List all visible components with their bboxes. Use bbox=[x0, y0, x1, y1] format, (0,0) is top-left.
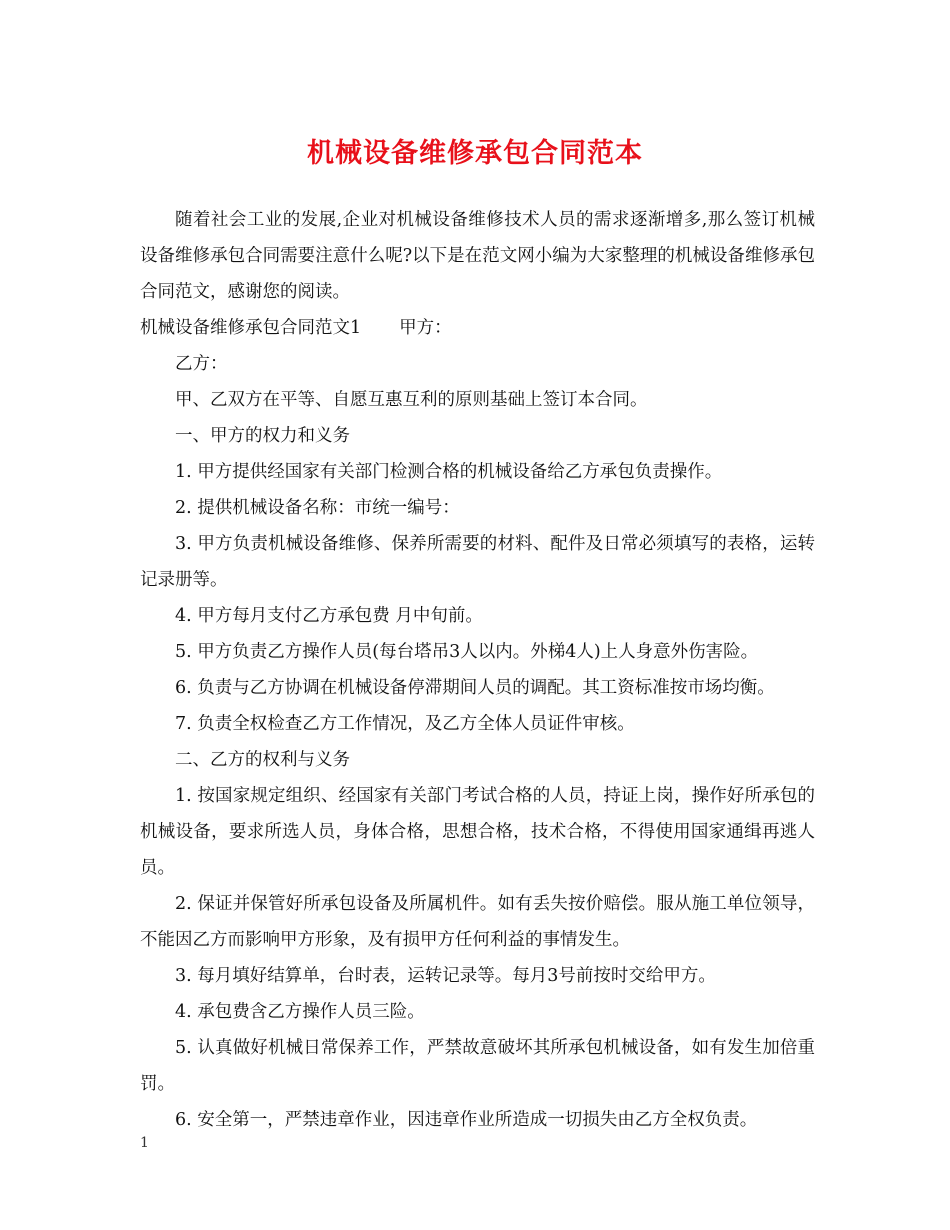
section-1-item: 1. 甲方提供经国家有关部门检测合格的机械设备给乙方承包负责操作。 bbox=[175, 462, 723, 482]
page-number: 1 bbox=[140, 1135, 149, 1151]
sample-heading: 机械设备维修承包合同范文1 bbox=[140, 318, 362, 338]
section-2-item: 6. 安全第一，严禁违章作业，因违章作业所造成一切损失由乙方全权负责。 bbox=[175, 1110, 758, 1130]
document-body bbox=[140, 202, 815, 1138]
section-1-item: 6. 负责与乙方协调在机械设备停滞期间人员的调配。其工资标准按市场均衡。 bbox=[175, 678, 775, 698]
party-a-label: 甲方： bbox=[399, 318, 452, 338]
document-title: 机械设备维修承包合同范本 bbox=[307, 138, 643, 169]
section-1-item: 4. 甲方每月支付乙方承包费 月中旬前。 bbox=[175, 606, 483, 626]
sample-heading-line bbox=[140, 310, 815, 346]
section-1-title: 一、甲方的权力和义务 bbox=[175, 426, 350, 446]
preamble: 甲、乙双方在平等、自愿互惠互利的原则基础上签订本合同。 bbox=[175, 390, 648, 410]
intro-paragraph: 随着社会工业的发展,企业对机械设备维修技术人员的需求逐渐增多,那么签订机械设备维修承包合同需要注意什么呢?以下是在范文网小编为大家整理的机械设备维修承包合同范文，感谢您的阅读。 bbox=[140, 210, 815, 302]
section-2-title: 二、乙方的权利与义务 bbox=[175, 750, 350, 770]
section-1-item: 3. 甲方负责机械设备维修、保养所需要的材料、配件及日常必须填写的表格，运转记录册等。 bbox=[140, 534, 815, 590]
section-1-item: 2. 提供机械设备名称：市统一编号： bbox=[175, 498, 460, 518]
section-1-item: 5. 甲方负责乙方操作人员(每台塔吊3人以内。外梯4人)上人身意外伤害险。 bbox=[175, 642, 759, 662]
section-2-item: 3. 每月填好结算单，台时表，运转记录等。每月3号前按时交给甲方。 bbox=[175, 966, 716, 986]
party-b-label: 乙方： bbox=[175, 354, 228, 374]
section-1-item: 7. 负责全权检查乙方工作情况，及乙方全体人员证件审核。 bbox=[175, 714, 635, 734]
section-2-item: 4. 承包费含乙方操作人员三险。 bbox=[175, 1002, 425, 1022]
section-2-item: 2. 保证并保管好所承包设备及所属机件。如有丢失按价赔偿。服从施工单位领导，不能因乙方而影响甲方形象，及有损甲方任何利益的事情发生。 bbox=[140, 894, 815, 950]
section-2-item: 1. 按国家规定组织、经国家有关部门考试合格的人员，持证上岗，操作好所承包的机械设备，要求所选人员，身体合格，思想合格，技术合格，不得使用国家通缉再逃人员。 bbox=[140, 786, 815, 878]
section-2-item: 5. 认真做好机械日常保养工作，严禁故意破坏其所承包机械设备，如有发生加倍重罚。 bbox=[140, 1038, 815, 1094]
